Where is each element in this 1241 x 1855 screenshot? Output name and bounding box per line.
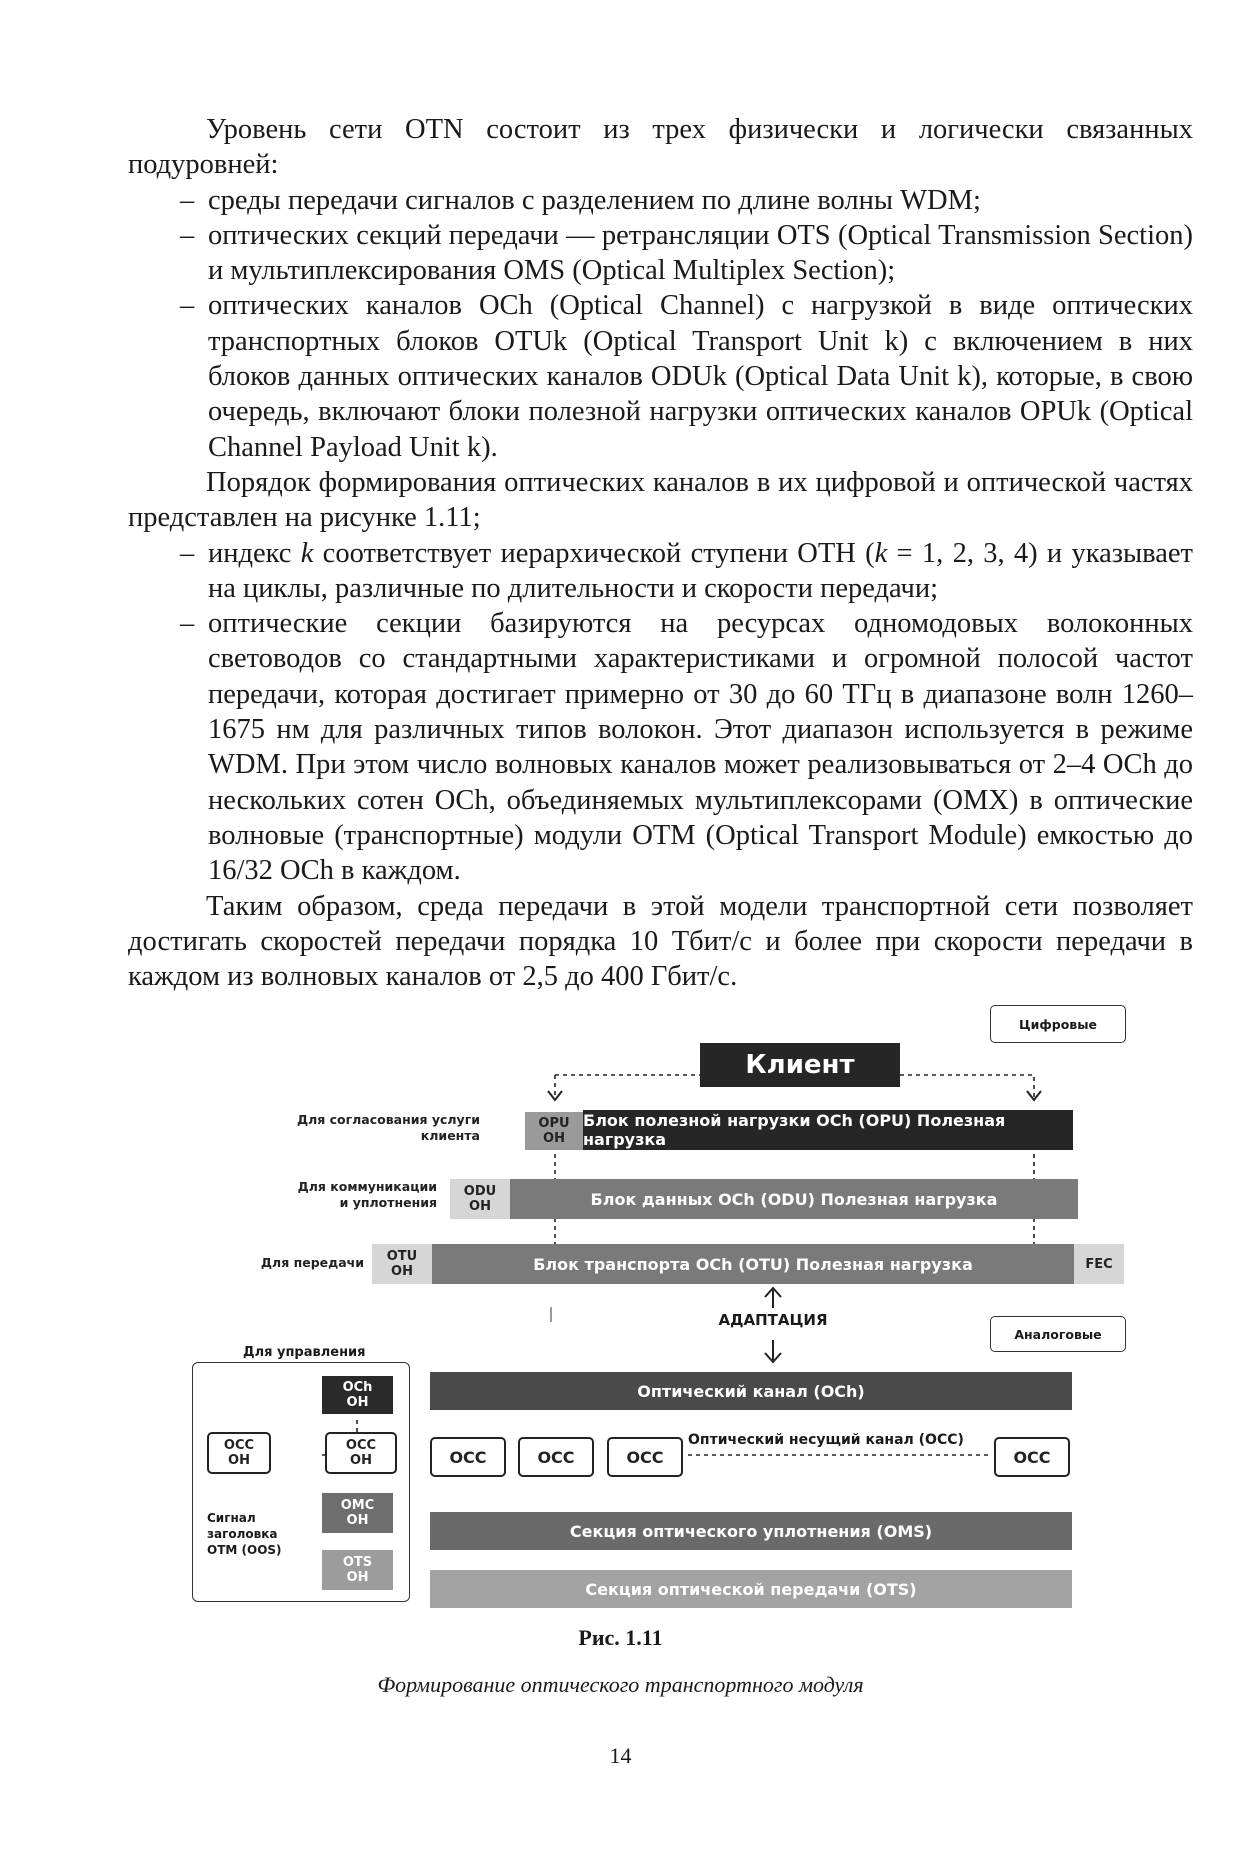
figure-number: Рис. 1.11 [578, 1625, 663, 1650]
oh-line: OH [228, 1453, 250, 1468]
fec-box: FEC [1074, 1244, 1124, 1284]
oh-line: OTU [386, 1249, 418, 1264]
otu-payload-bar: Блок транспорта OCh (OTU) Полезная нагрузка [432, 1244, 1074, 1284]
oh-line: OPU [538, 1116, 570, 1131]
label-line: Для коммуникации [297, 1179, 437, 1194]
oh-line: OH [346, 1570, 369, 1585]
oos-label [207, 1510, 282, 1558]
otu-oh [372, 1244, 432, 1284]
label-line: Для согласования услуги [296, 1112, 480, 1127]
oh-line: OCC [345, 1438, 377, 1453]
occ-oh-box [325, 1432, 397, 1474]
occ-box: OCC [994, 1437, 1070, 1477]
occ-box: OCC [430, 1437, 506, 1477]
list-item-text: среды передачи сигналов с разделением по длине волны WDM; [208, 184, 981, 216]
list-item-text: оптических каналов OCh (Optical Channel) с нагрузкой в виде оптических транспортных блоков OTUk (Optical Transport Unit k) с включением в них блоков данных оптических каналов ODUk (Optical Data Unit k), которые, в свою очередь, включают блоки полезной нагрузки оптических каналов OPUk (Optical Channel Payload Unit k). [208, 290, 1193, 463]
oh-line: OH [346, 1513, 369, 1528]
italic-k: k [300, 537, 314, 569]
oos-line: заголовка [207, 1527, 278, 1541]
oh-line: OCh [342, 1380, 373, 1395]
list-dash: – [180, 184, 195, 216]
page-number: 14 [609, 1743, 632, 1768]
occ-box: OCC [607, 1437, 683, 1477]
occ-oh-box [207, 1432, 271, 1474]
opu-oh [525, 1112, 583, 1150]
ots-oh-box [322, 1550, 393, 1590]
list-item-text: соответствует иерархической ступени OTH ( [313, 537, 875, 569]
tag-digital: Цифровые [990, 1005, 1126, 1043]
odu-oh [450, 1179, 510, 1219]
oms-bar: Секция оптического уплотнения (OMS) [430, 1512, 1072, 1550]
label-line: и уплотнения [339, 1195, 437, 1210]
oh-line: OH [346, 1395, 369, 1410]
list-item-text: = 1, 2, 3, 4) и указывает на циклы, различные по длительности и скорости передачи; [208, 537, 1194, 604]
opu-payload-bar: Блок полезной нагрузки OCh (OPU) Полезная нагрузка [583, 1110, 1073, 1150]
occ-carrier-label: Оптический несущий канал (OCC) [688, 1432, 964, 1448]
oh-line: OH [543, 1131, 565, 1146]
label-transmit: Для передачи [260, 1255, 364, 1270]
oos-line: OTM (OOS) [207, 1543, 282, 1557]
italic-k: k [874, 537, 888, 569]
client-right-line [900, 1075, 1034, 1097]
occ-box: OCC [518, 1437, 594, 1477]
figure-title: Формирование оптического транспортного модуля [377, 1672, 864, 1697]
paragraph-order: Порядок формирования оптических каналов в их цифровой и оптической частях представлен на рисунке 1.11; [128, 466, 1193, 534]
list-dash: – [180, 608, 195, 640]
och-bar: Оптический канал (OCh) [430, 1372, 1072, 1410]
oos-line: Сигнал [207, 1511, 256, 1525]
oh-line: ODU [463, 1184, 497, 1199]
adaptation-label: АДАПТАЦИЯ [718, 1311, 828, 1329]
list-item-text: оптические секции базируются на ресурсах одномодовых волоконных световодов со стандартными характеристиками и огромной полосой частот передачи, которая достигает примерно от 30 до 60 ТГц в диапазоне волн 1260–1675 нм для различных типов волокон. Этот диапазон используется в режиме WDM. При этом число волновых каналов может реализовываться от 2–4 OCh до нескольких сотен OCh, объединяемых мультиплексорами (OMX) в оптические волновые (транспортные) модули OTM (Optical Transport Module) емкостью до 16/32 OCh в каждом. [208, 608, 1193, 887]
oh-line: OH [469, 1199, 491, 1214]
oh-line: OCC [223, 1438, 255, 1453]
paragraph-conclusion: Таким образом, среда передачи в этой модели транспортной сети позволяет достигать скоростей передачи порядка 10 Тбит/с и более при скорости передачи в каждом из волновых каналов от 2,5 до 400 Гбит/с. [128, 890, 1193, 993]
list-item-text: оптических секций передачи — ретрансляции OTS (Optical Transmission Section) и мультиплексирования OMS (Optical Multiplex Section); [208, 219, 1193, 287]
oh-line: OMC [340, 1498, 375, 1513]
oh-line: OTS [342, 1555, 373, 1570]
client-box: Клиент [700, 1043, 900, 1087]
ots-bar: Секция оптической передачи (OTS) [430, 1570, 1072, 1608]
och-oh-box [322, 1376, 393, 1414]
list-dash: – [180, 290, 195, 322]
paragraph-intro: Уровень сети OTN состоит из трех физически и логически связанных подуровней: [128, 114, 1193, 181]
label-comm [230, 1179, 437, 1211]
label-line: клиента [420, 1128, 480, 1143]
mgmt-title: Для управления [243, 1345, 366, 1360]
label-service [250, 1112, 480, 1144]
oh-line: OH [391, 1264, 413, 1279]
list-dash: – [180, 219, 195, 251]
oh-line: OH [350, 1453, 372, 1468]
odu-payload-bar: Блок данных OCh (ODU) Полезная нагрузка [510, 1179, 1078, 1219]
omc-oh-box [322, 1493, 393, 1533]
list-item-text: индекс [208, 537, 301, 569]
list-dash: – [180, 537, 195, 569]
tag-analog: Аналоговые [990, 1316, 1126, 1352]
